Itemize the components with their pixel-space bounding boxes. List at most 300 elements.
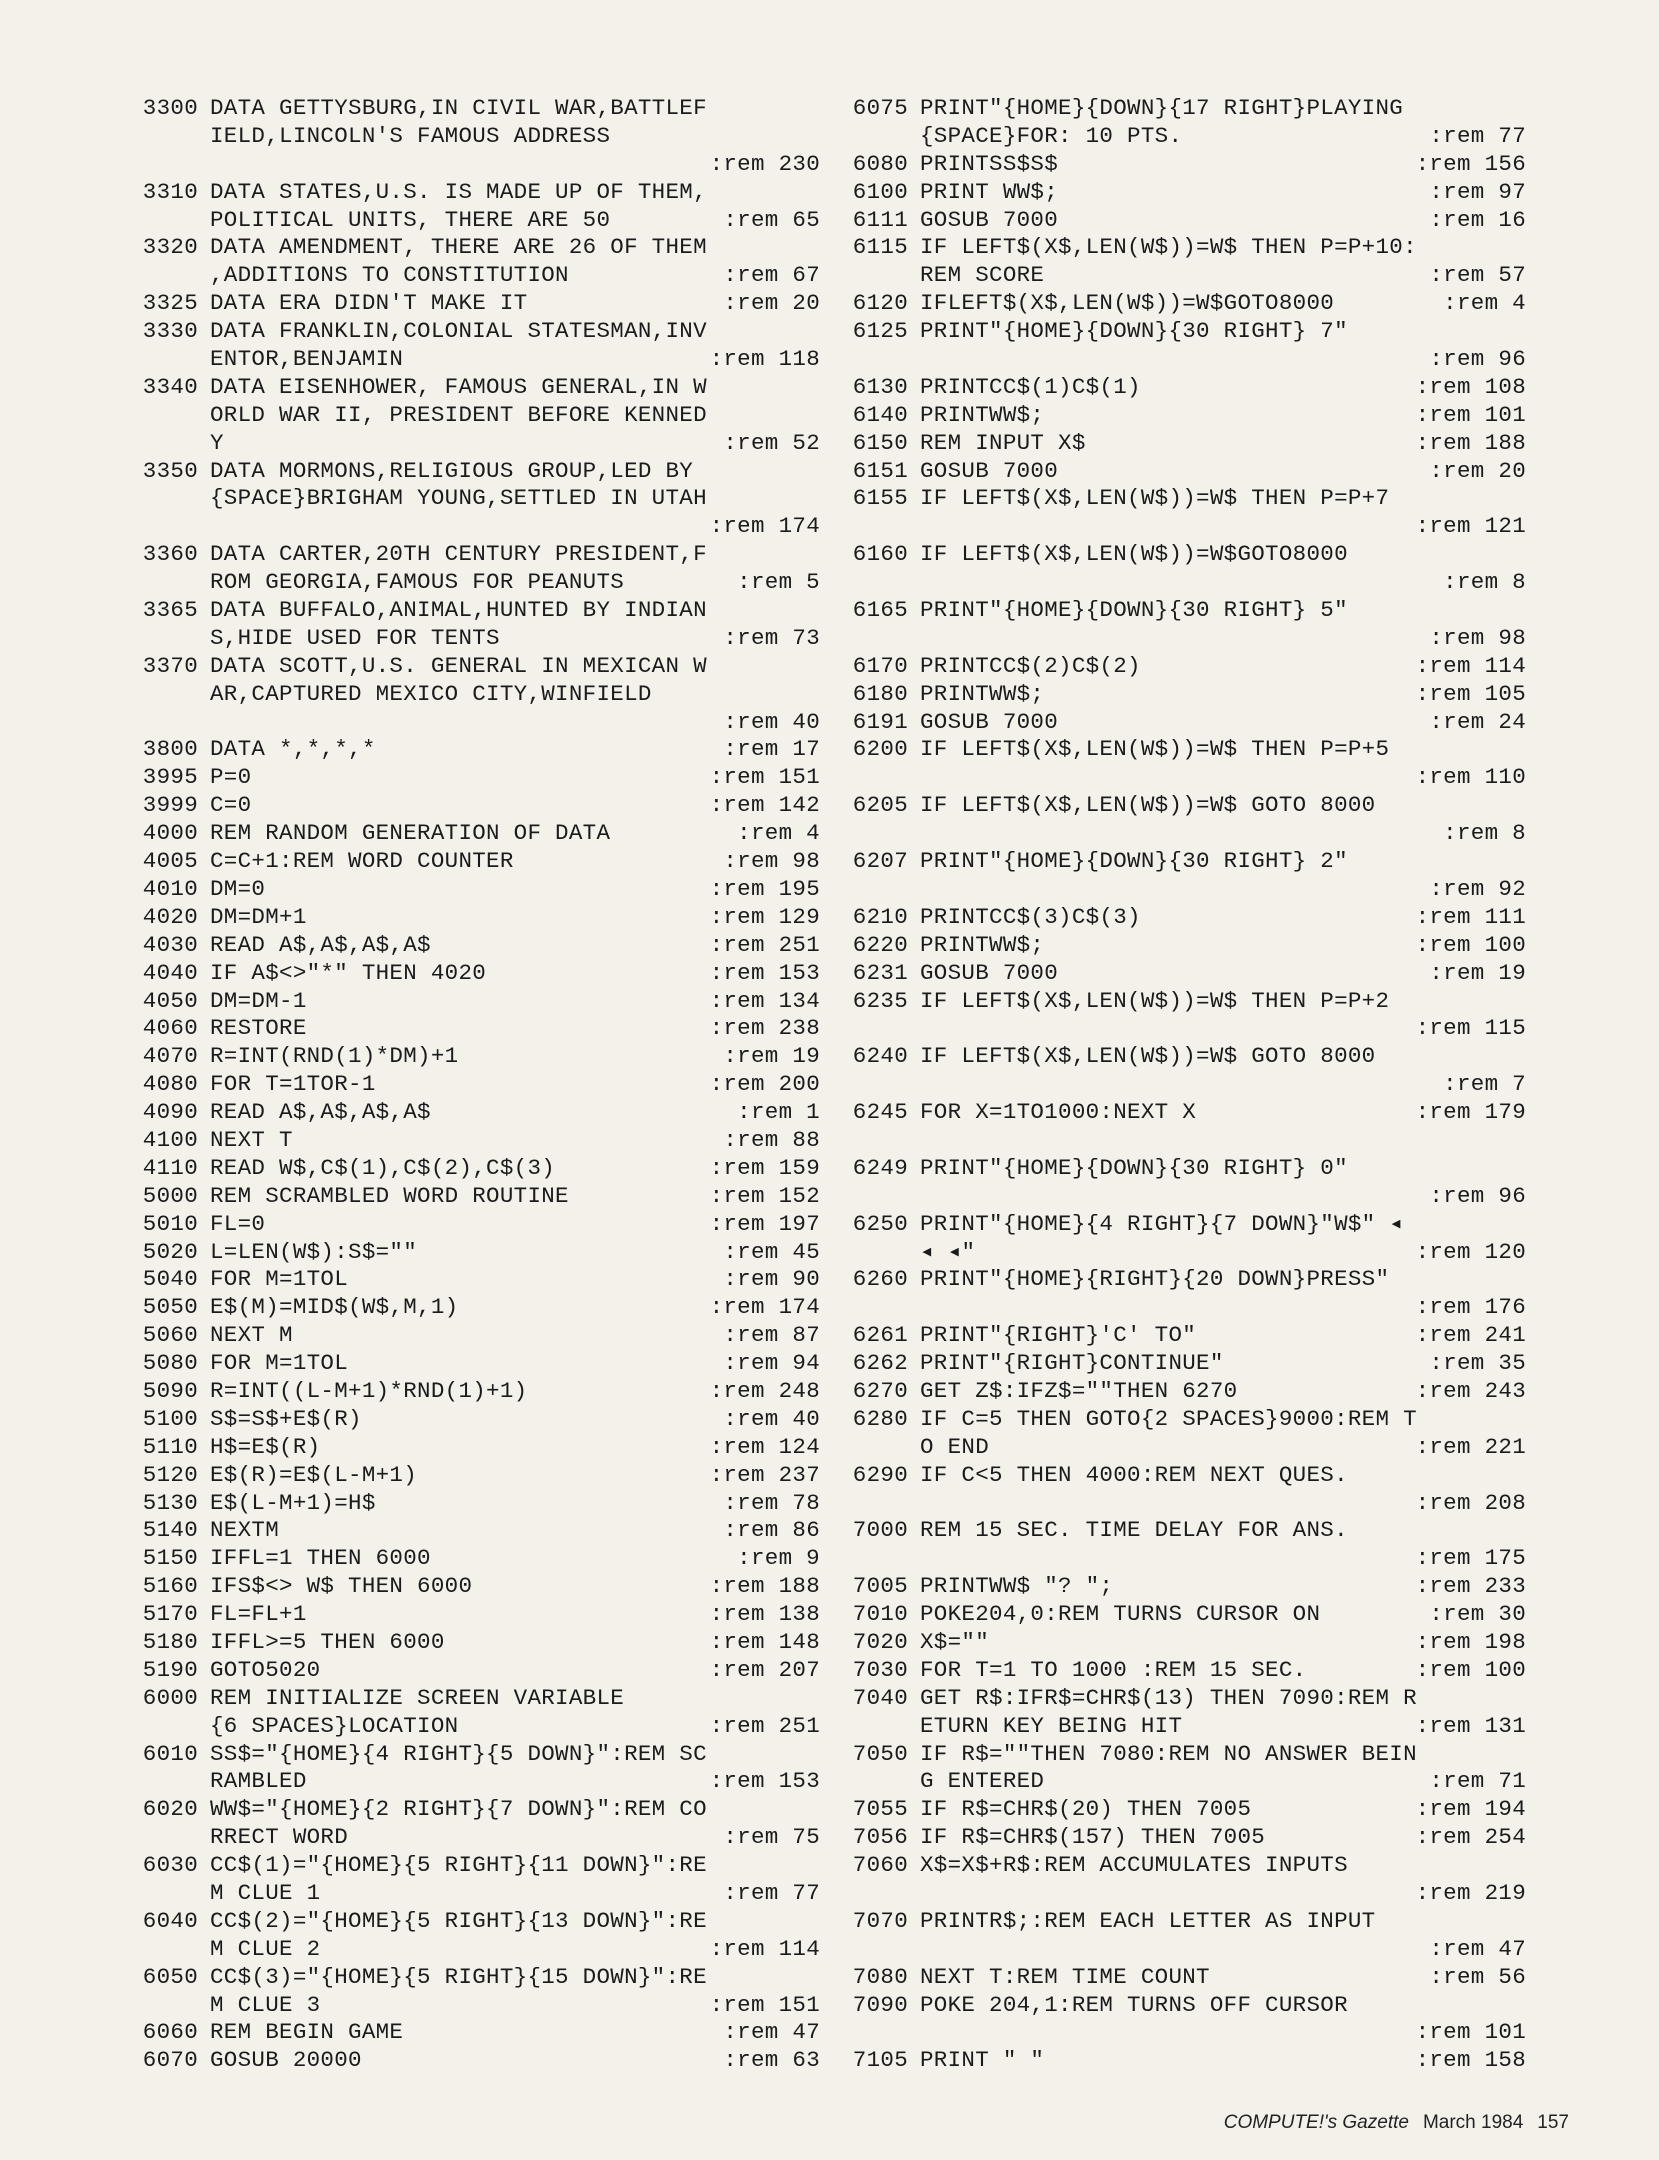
checksum-rem: :rem 96 — [1429, 1182, 1526, 1209]
line-number: 3800 — [142, 736, 198, 763]
code-line — [130, 1796, 820, 1824]
code-line — [130, 569, 820, 597]
code-text: ORLD WAR II, PRESIDENT BEFORE KENNED — [210, 401, 707, 428]
code-line — [840, 848, 1526, 876]
code-line — [840, 1545, 1526, 1573]
line-number: 7040 — [852, 1684, 908, 1711]
code-line — [840, 485, 1526, 513]
code-line — [840, 1964, 1526, 1992]
code-text: NEXT T:REM TIME COUNT — [920, 1963, 1210, 1990]
code-line — [840, 1908, 1526, 1936]
code-text: READ A$,A$,A$,A$ — [210, 931, 431, 958]
code-line — [840, 1071, 1526, 1099]
code-line — [840, 1322, 1526, 1350]
code-text: GOTO5020 — [210, 1656, 321, 1683]
code-text — [920, 1071, 1437, 1099]
checksum-rem: :rem 40 — [723, 708, 820, 735]
code-text: PRINTWW$; — [920, 931, 1045, 958]
line-number — [130, 1713, 210, 1741]
checksum-rem — [814, 653, 820, 681]
line-number — [130, 1992, 210, 2020]
code-line — [840, 1099, 1526, 1127]
checksum-rem — [814, 95, 820, 123]
checksum-rem: :rem 98 — [723, 848, 820, 875]
code-text: IF LEFT$(X$,LEN(W$))=W$ THEN P=P+7 — [920, 485, 1390, 512]
line-number: 6261 — [852, 1322, 908, 1349]
line-number: 7030 — [852, 1656, 908, 1683]
code-text: GOSUB 20000 — [210, 2047, 362, 2074]
code-line — [130, 988, 820, 1016]
checksum-rem: :rem 8 — [1443, 820, 1526, 847]
line-number — [840, 262, 920, 290]
code-text: GOSUB 7000 — [920, 206, 1059, 233]
checksum-rem: :rem 148 — [709, 1628, 820, 1655]
code-text: POKE 204,1:REM TURNS OFF CURSOR — [920, 1991, 1348, 2018]
line-number: 6270 — [852, 1377, 908, 1404]
code-line — [840, 179, 1526, 207]
line-number: 6205 — [852, 792, 908, 819]
code-text: R=INT((L-M+1)*RND(1)+1) — [210, 1377, 528, 1404]
line-number: 6120 — [852, 290, 908, 317]
line-number: 5040 — [142, 1266, 198, 1293]
line-number — [130, 513, 210, 541]
code-line — [840, 1936, 1526, 1964]
code-line — [130, 1908, 820, 1936]
line-number: 3350 — [142, 457, 198, 484]
code-text — [920, 876, 1423, 904]
code-line — [840, 1768, 1526, 1796]
code-text: IFLEFT$(X$,LEN(W$))=W$GOTO8000 — [920, 290, 1335, 317]
code-line — [840, 234, 1526, 262]
code-text — [920, 1936, 1423, 1964]
code-text: IF R$=""THEN 7080:REM NO ANSWER BEIN — [920, 1740, 1417, 1767]
line-number: 6030 — [142, 1852, 198, 1879]
code-text: IFFL=1 THEN 6000 — [210, 1545, 431, 1572]
checksum-rem: :rem 134 — [709, 987, 820, 1014]
line-number — [130, 709, 210, 737]
code-line — [130, 1629, 820, 1657]
code-text: FL=0 — [210, 1210, 266, 1237]
line-number: 6155 — [852, 485, 908, 512]
code-line — [130, 2047, 820, 2075]
line-number — [840, 1545, 920, 1573]
checksum-rem: :rem 75 — [723, 1824, 820, 1851]
listing-left-column — [130, 95, 820, 2075]
checksum-rem: :rem 114 — [1415, 652, 1526, 679]
checksum-rem: :rem 142 — [709, 792, 820, 819]
code-line — [130, 1936, 820, 1964]
listing-right-column — [840, 95, 1526, 2075]
checksum-rem: :rem 118 — [709, 346, 820, 373]
checksum-rem: :rem 24 — [1429, 708, 1526, 735]
code-text: DATA FRANKLIN,COLONIAL STATESMAN,INV — [210, 318, 707, 345]
line-number — [840, 876, 920, 904]
code-line — [840, 1824, 1526, 1852]
checksum-rem: :rem 4 — [737, 820, 820, 847]
checksum-rem — [1520, 1685, 1526, 1713]
code-line — [840, 1015, 1526, 1043]
code-text: PRINT"{RIGHT}CONTINUE" — [920, 1350, 1224, 1377]
checksum-rem — [814, 179, 820, 207]
line-number: 6050 — [142, 1963, 198, 1990]
line-number — [840, 1713, 920, 1741]
code-line — [840, 1741, 1526, 1769]
code-line — [130, 904, 820, 932]
code-text: READ W$,C$(1),C$(2),C$(3) — [210, 1154, 556, 1181]
code-text: DM=DM+1 — [210, 903, 307, 930]
checksum-rem — [1520, 988, 1526, 1016]
line-number: 3340 — [142, 373, 198, 400]
code-line — [130, 1127, 820, 1155]
checksum-rem — [1520, 318, 1526, 346]
line-number: 4100 — [142, 1126, 198, 1153]
code-text: REM RANDOM GENERATION OF DATA — [210, 820, 611, 847]
line-number: 5090 — [142, 1377, 198, 1404]
code-line — [130, 1406, 820, 1434]
checksum-rem: :rem 110 — [1415, 764, 1526, 791]
code-line — [130, 1657, 820, 1685]
checksum-rem: :rem 207 — [709, 1656, 820, 1683]
line-number: 6191 — [852, 708, 908, 735]
code-text: C=0 — [210, 792, 252, 819]
checksum-rem: :rem 47 — [1429, 1935, 1526, 1962]
checksum-rem: :rem 77 — [723, 1880, 820, 1906]
code-line — [130, 1015, 820, 1043]
checksum-rem: :rem 20 — [723, 290, 820, 317]
code-line — [840, 1378, 1526, 1406]
checksum-rem: :rem 251 — [709, 931, 820, 958]
code-text: REM 15 SEC. TIME DELAY FOR ANS. — [920, 1517, 1348, 1544]
line-number — [840, 2019, 920, 2047]
line-number: 7056 — [852, 1824, 908, 1851]
line-number: 3325 — [142, 290, 198, 317]
checksum-rem: :rem 179 — [1415, 1099, 1526, 1126]
code-line — [130, 1517, 820, 1545]
checksum-rem: :rem 1 — [737, 1099, 820, 1126]
checksum-rem — [1520, 1155, 1526, 1183]
line-number — [130, 262, 210, 290]
checksum-rem: :rem 114 — [709, 1935, 820, 1962]
checksum-rem: :rem 100 — [1415, 1656, 1526, 1683]
code-line — [840, 1434, 1526, 1462]
line-number: 4040 — [142, 959, 198, 986]
code-text: PRINT"{HOME}{DOWN}{30 RIGHT} 2" — [920, 848, 1348, 875]
code-line — [840, 2047, 1526, 2075]
checksum-rem — [1520, 848, 1526, 876]
code-text: DM=0 — [210, 875, 266, 902]
code-text: PRINTCC$(2)C$(2) — [920, 652, 1141, 679]
line-number — [840, 1768, 920, 1796]
checksum-rem: :rem 176 — [1415, 1294, 1526, 1321]
line-number: 5140 — [142, 1517, 198, 1544]
checksum-rem: :rem 100 — [1415, 931, 1526, 958]
checksum-rem: :rem 153 — [709, 959, 820, 986]
code-line — [840, 290, 1526, 318]
code-line — [130, 1322, 820, 1350]
line-number: 6210 — [852, 903, 908, 930]
line-number — [840, 1434, 920, 1462]
code-line — [130, 402, 820, 430]
code-text: GET Z$:IFZ$=""THEN 6270 — [920, 1377, 1238, 1404]
code-text — [920, 2019, 1410, 2047]
code-line — [130, 290, 820, 318]
code-line — [840, 95, 1526, 123]
code-line — [130, 1378, 820, 1406]
code-line — [130, 151, 820, 179]
code-line — [130, 932, 820, 960]
code-text: PRINTSS$S$ — [920, 150, 1059, 177]
line-number: 6070 — [142, 2047, 198, 2074]
checksum-rem: :rem 19 — [723, 1043, 820, 1070]
code-text: O END — [920, 1433, 990, 1460]
checksum-rem: :rem 194 — [1415, 1796, 1526, 1823]
code-text: CC$(2)="{HOME}{5 RIGHT}{13 DOWN}":RE — [210, 1907, 707, 1934]
line-number: 4010 — [142, 875, 198, 902]
code-line — [130, 207, 820, 235]
code-line — [130, 709, 820, 737]
line-number: 7070 — [852, 1907, 908, 1934]
checksum-rem: :rem 56 — [1429, 1963, 1526, 1990]
line-number — [130, 151, 210, 179]
line-number: 5050 — [142, 1294, 198, 1321]
code-line — [130, 625, 820, 653]
checksum-rem: :rem 63 — [723, 2047, 820, 2074]
checksum-rem: :rem 7 — [1443, 1071, 1526, 1098]
code-line — [840, 1852, 1526, 1880]
checksum-rem: :rem 159 — [709, 1154, 820, 1181]
line-number: 6125 — [852, 318, 908, 345]
code-text: PRINTCC$(1)C$(1) — [920, 373, 1141, 400]
checksum-rem — [814, 234, 820, 262]
code-text: IF LEFT$(X$,LEN(W$))=W$GOTO8000 — [920, 541, 1348, 568]
checksum-rem: :rem 138 — [709, 1601, 820, 1628]
code-text: DATA CARTER,20TH CENTURY PRESIDENT,F — [210, 541, 707, 568]
line-number: 6290 — [852, 1461, 908, 1488]
checksum-rem: :rem 40 — [723, 1405, 820, 1432]
line-number: 4110 — [142, 1154, 198, 1181]
code-text: DATA BUFFALO,ANIMAL,HUNTED BY INDIAN — [210, 597, 707, 624]
code-text: G ENTERED — [920, 1768, 1045, 1795]
code-text: ENTOR,BENJAMIN — [210, 346, 404, 373]
code-line — [130, 1852, 820, 1880]
code-line — [840, 402, 1526, 430]
code-line — [130, 681, 820, 709]
checksum-rem — [1520, 1908, 1526, 1936]
code-line — [840, 736, 1526, 764]
line-number: 4020 — [142, 903, 198, 930]
code-line — [840, 1043, 1526, 1071]
code-line — [130, 1266, 820, 1294]
code-line — [840, 1517, 1526, 1545]
code-line — [130, 346, 820, 374]
code-text: PRINT"{HOME}{RIGHT}{20 DOWN}PRESS" — [920, 1266, 1390, 1293]
code-text: IF R$=CHR$(20) THEN 7005 — [920, 1796, 1252, 1823]
code-text: PRINT WW$; — [920, 178, 1059, 205]
checksum-rem — [814, 318, 820, 346]
code-line — [840, 123, 1526, 151]
checksum-rem: :rem 237 — [709, 1461, 820, 1488]
line-number — [840, 1294, 920, 1322]
code-line — [840, 374, 1526, 402]
code-line — [840, 262, 1526, 290]
checksum-rem: :rem 8 — [1443, 569, 1526, 596]
line-number — [130, 1824, 210, 1852]
code-text: REM SCRAMBLED WORD ROUTINE — [210, 1182, 569, 1209]
code-line — [130, 374, 820, 402]
checksum-rem — [1520, 1406, 1526, 1434]
code-text — [920, 625, 1423, 653]
code-line — [130, 2019, 820, 2047]
code-text — [920, 1294, 1410, 1322]
checksum-rem — [1520, 1266, 1526, 1294]
line-number — [840, 1936, 920, 1964]
line-number: 5000 — [142, 1182, 198, 1209]
line-number — [130, 1936, 210, 1964]
code-line — [840, 569, 1526, 597]
code-line — [840, 1657, 1526, 1685]
line-number — [130, 681, 210, 709]
code-text: {6 SPACES}LOCATION — [210, 1712, 459, 1739]
code-text — [920, 513, 1410, 541]
code-line — [840, 1127, 1526, 1155]
code-text: POKE204,0:REM TURNS CURSOR ON — [920, 1601, 1321, 1628]
checksum-rem: :rem 30 — [1429, 1601, 1526, 1628]
code-line — [130, 179, 820, 207]
code-line — [130, 1685, 820, 1713]
line-number: 7080 — [852, 1963, 908, 1990]
checksum-rem — [1520, 1992, 1526, 2020]
code-line — [840, 1880, 1526, 1908]
line-number — [130, 430, 210, 458]
code-text: IFS$<> W$ THEN 6000 — [210, 1573, 473, 1600]
code-line — [130, 430, 820, 458]
code-line — [130, 1824, 820, 1852]
line-number — [130, 402, 210, 430]
checksum-rem: :rem 57 — [1429, 262, 1526, 289]
line-number: 6111 — [852, 206, 908, 233]
line-number: 7055 — [852, 1796, 908, 1823]
checksum-rem — [814, 458, 820, 486]
code-text: NEXTM — [210, 1517, 280, 1544]
code-text: IFFL>=5 THEN 6000 — [210, 1628, 445, 1655]
line-number — [840, 123, 920, 151]
code-text: FL=FL+1 — [210, 1601, 307, 1628]
line-number: 5060 — [142, 1322, 198, 1349]
checksum-rem — [814, 374, 820, 402]
checksum-rem — [814, 1908, 820, 1936]
code-line — [840, 1294, 1526, 1322]
checksum-rem — [814, 123, 820, 151]
line-number — [840, 569, 920, 597]
code-text: IF C=5 THEN GOTO{2 SPACES}9000:REM T — [920, 1405, 1417, 1432]
code-text — [210, 709, 717, 737]
code-text: RRECT WORD — [210, 1824, 349, 1851]
code-text: {SPACE}BRIGHAM YOUNG,SETTLED IN UTAH — [210, 485, 707, 512]
code-text: DATA EISENHOWER, FAMOUS GENERAL,IN W — [210, 373, 707, 400]
code-line — [840, 318, 1526, 346]
code-line — [840, 1573, 1526, 1601]
checksum-rem — [1520, 541, 1526, 569]
checksum-rem: :rem 101 — [1415, 401, 1526, 428]
code-text: FOR T=1TOR-1 — [210, 1071, 376, 1098]
code-line — [840, 430, 1526, 458]
checksum-rem: :rem 151 — [709, 1991, 820, 2018]
code-line — [840, 1685, 1526, 1713]
code-line — [840, 709, 1526, 737]
checksum-rem: :rem 101 — [1415, 2019, 1526, 2046]
code-text: ◂ ◂" — [920, 1238, 976, 1265]
checksum-rem — [814, 541, 820, 569]
code-line — [130, 1880, 820, 1908]
checksum-rem: :rem 230 — [709, 150, 820, 177]
code-text: REM BEGIN GAME — [210, 2019, 404, 2046]
code-text: M CLUE 2 — [210, 1935, 321, 1962]
code-text — [920, 764, 1410, 792]
line-number: 7105 — [852, 2047, 908, 2074]
code-text: IF LEFT$(X$,LEN(W$))=W$ THEN P=P+10: — [920, 234, 1417, 261]
line-number: 3365 — [142, 597, 198, 624]
code-line — [130, 95, 820, 123]
line-number — [840, 625, 920, 653]
code-line — [130, 1071, 820, 1099]
code-text: {SPACE}FOR: 10 PTS. — [920, 122, 1183, 149]
checksum-rem: :rem 219 — [1415, 1880, 1526, 1906]
code-text: DATA ERA DIDN'T MAKE IT — [210, 290, 528, 317]
code-line — [130, 820, 820, 848]
line-number: 5010 — [142, 1210, 198, 1237]
code-line — [130, 1462, 820, 1490]
checksum-rem: :rem 97 — [1429, 178, 1526, 205]
code-text: M CLUE 1 — [210, 1880, 321, 1906]
code-text — [920, 820, 1437, 848]
code-text: Y — [210, 429, 224, 456]
checksum-rem: :rem 153 — [709, 1768, 820, 1795]
line-number: 4000 — [142, 820, 198, 847]
code-text: DATA SCOTT,U.S. GENERAL IN MEXICAN W — [210, 652, 707, 679]
checksum-rem: :rem 248 — [709, 1377, 820, 1404]
code-text: CC$(3)="{HOME}{5 RIGHT}{15 DOWN}":RE — [210, 1963, 707, 1990]
checksum-rem — [1520, 1517, 1526, 1545]
line-number: 6010 — [142, 1740, 198, 1767]
line-number — [840, 1015, 920, 1043]
code-line — [130, 1601, 820, 1629]
line-number: 7010 — [852, 1601, 908, 1628]
code-line — [130, 876, 820, 904]
checksum-rem: :rem 96 — [1429, 346, 1526, 373]
footer-publication: COMPUTE!'s Gazette — [1223, 2112, 1409, 2133]
code-line — [840, 653, 1526, 681]
checksum-rem — [814, 1852, 820, 1880]
checksum-rem: :rem 67 — [723, 262, 820, 289]
code-line — [130, 318, 820, 346]
line-number: 6165 — [852, 597, 908, 624]
checksum-rem: :rem 87 — [723, 1322, 820, 1349]
code-text: SS$="{HOME}{4 RIGHT}{5 DOWN}":REM SC — [210, 1740, 707, 1767]
code-line — [130, 1768, 820, 1796]
code-text: IELD,LINCOLN'S FAMOUS ADDRESS — [210, 122, 611, 149]
code-text: PRINT"{HOME}{DOWN}{30 RIGHT} 0" — [920, 1154, 1348, 1181]
code-line — [130, 1043, 820, 1071]
line-number: 5170 — [142, 1601, 198, 1628]
line-number: 6040 — [142, 1907, 198, 1934]
code-text: ROM GEORGIA,FAMOUS FOR PEANUTS — [210, 569, 625, 596]
checksum-rem — [1520, 95, 1526, 123]
code-line — [130, 653, 820, 681]
line-number — [130, 569, 210, 597]
code-line — [840, 1796, 1526, 1824]
code-line — [130, 1545, 820, 1573]
line-number: 4050 — [142, 987, 198, 1014]
